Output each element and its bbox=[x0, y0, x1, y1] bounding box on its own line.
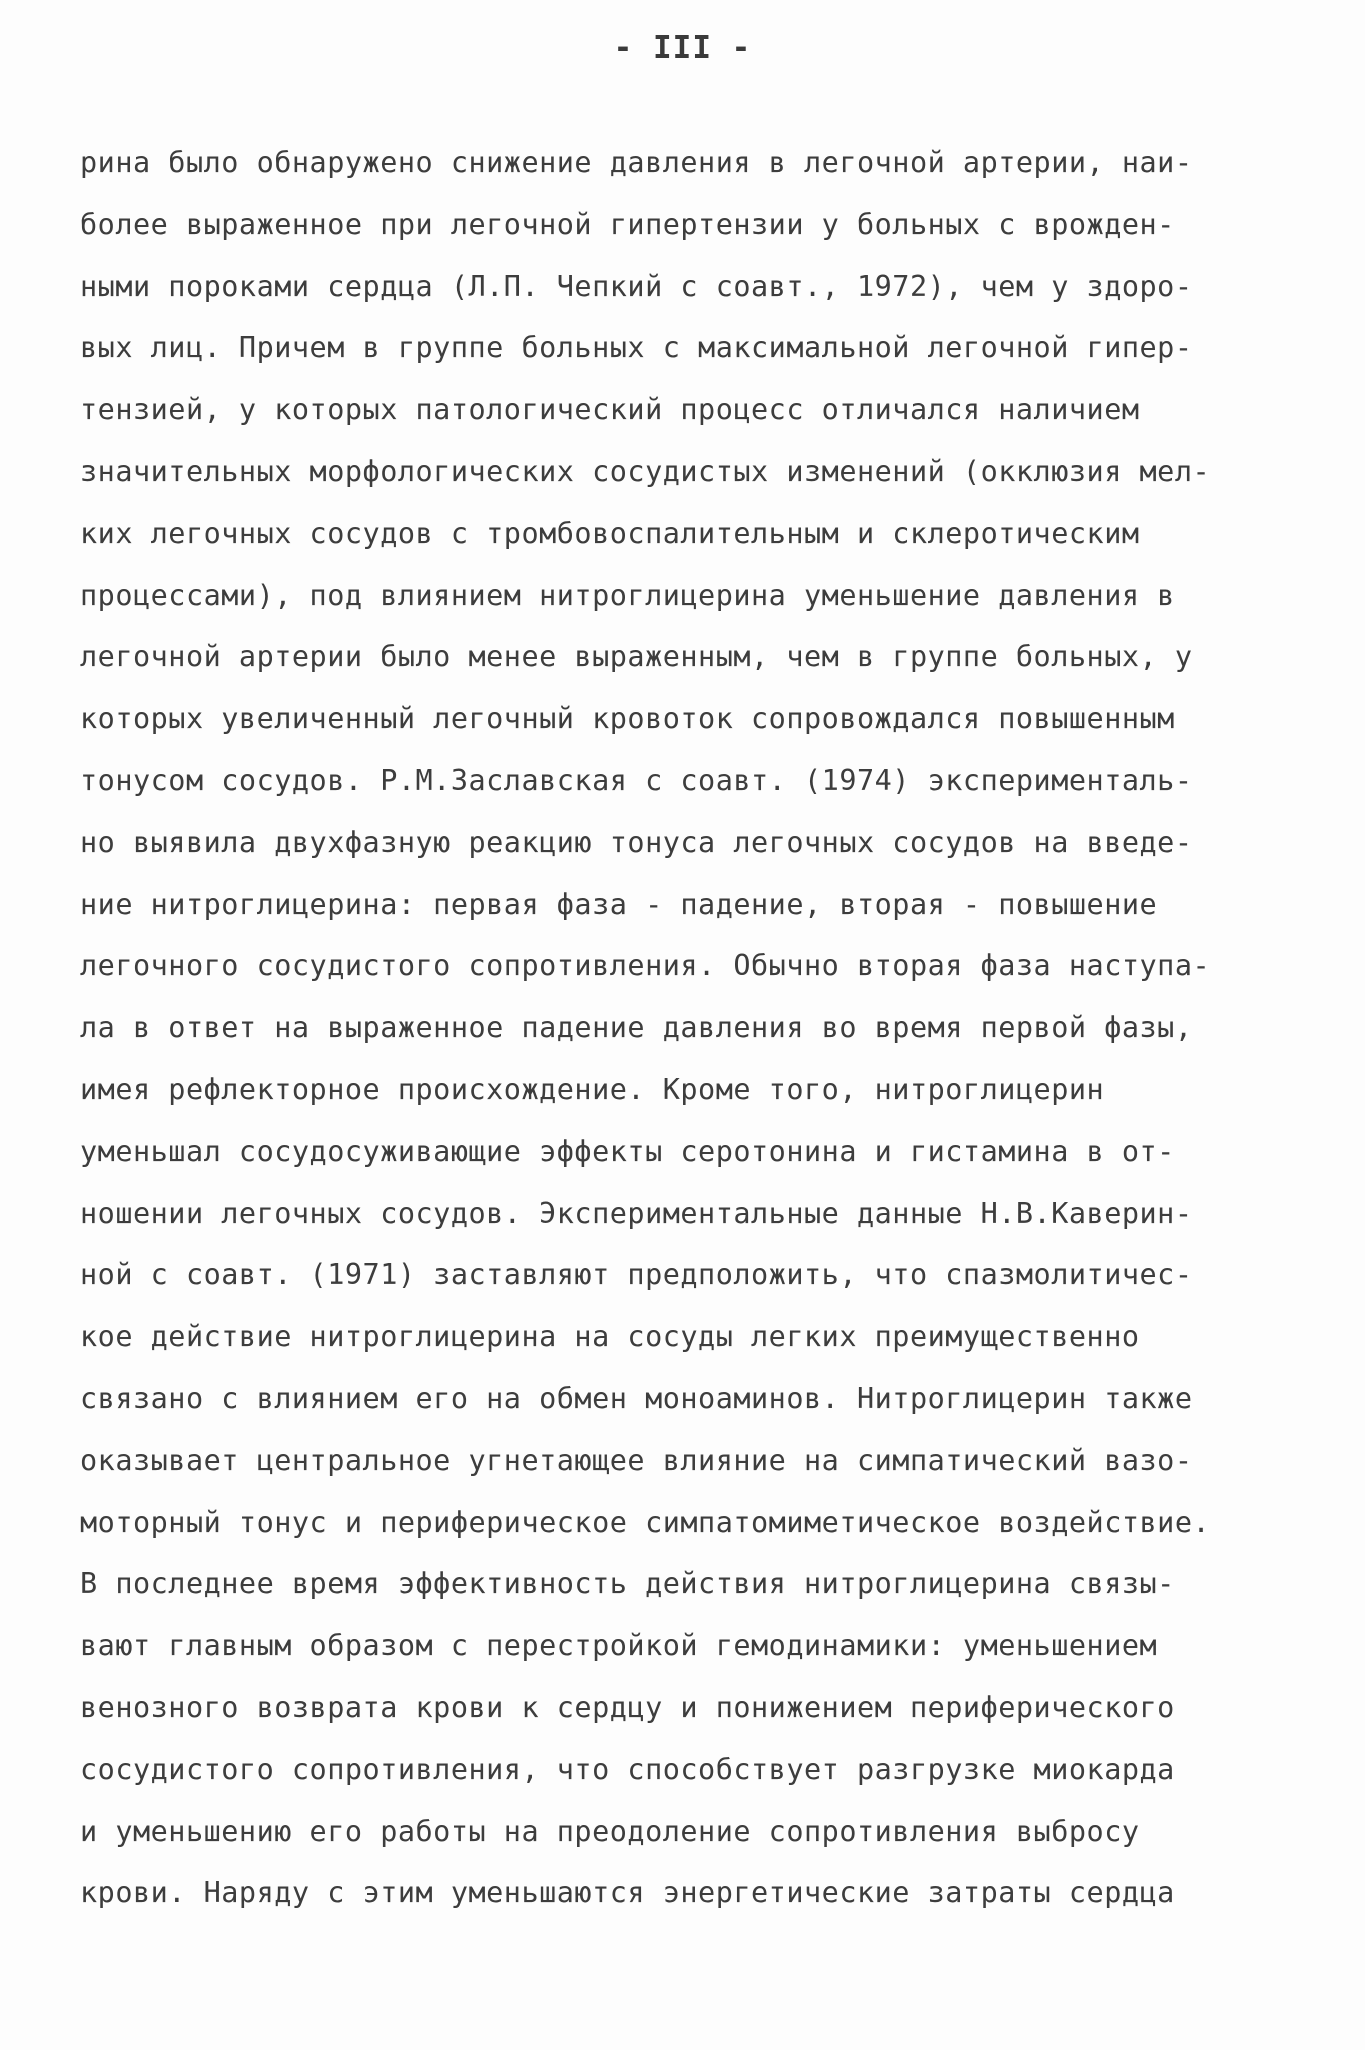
text-line: но выявила двухфазную реакцию тонуса легочных сосудов на введе- bbox=[80, 825, 1193, 859]
text-line: рина было обнаружено снижение давления в легочной артерии, наи- bbox=[80, 146, 1193, 179]
text-line: моторный тонус и периферическое симпатомиметическое воздействие. bbox=[80, 1505, 1211, 1539]
text-line: сосудистого сопротивления, что способствует разгрузке миокарда bbox=[80, 1752, 1175, 1786]
text-line: тензией, у которых патологический процесс отличался наличием bbox=[80, 393, 1140, 427]
text-line: В последнее время эффективность действия нитроглицерина связы- bbox=[80, 1567, 1175, 1601]
text-line: которых увеличенный легочный кровоток сопровождался повышенным bbox=[80, 702, 1175, 736]
text-line: имея рефлекторное происхождение. Кроме того, нитроглицерин bbox=[80, 1072, 1105, 1106]
text-line: связано с влиянием его на обмен моноаминов. Нитроглицерин также bbox=[80, 1381, 1193, 1415]
text-line: ние нитроглицерина: первая фаза - падение, вторая - повышение bbox=[80, 887, 1158, 921]
text-line: и уменьшению его работы на преодоление сопротивления выбросу bbox=[80, 1814, 1140, 1848]
text-line: венозного возврата крови к сердцу и понижением периферического bbox=[80, 1690, 1175, 1724]
text-line: уменьшал сосудосуживающие эффекты серотонина и гистамина в от- bbox=[80, 1134, 1175, 1168]
text-line: ной с соавт. (1971) заставляют предположить, что спазмолитичес- bbox=[80, 1258, 1193, 1292]
text-line: процессами), под влиянием нитроглицерина уменьшение давления в bbox=[80, 578, 1175, 612]
text-line: кое действие нитроглицерина на сосуды легких преимущественно bbox=[80, 1320, 1140, 1354]
page-number: - III - bbox=[613, 30, 752, 66]
text-line: оказывает центральное угнетающее влияние на симпатический вазо- bbox=[80, 1443, 1193, 1477]
text-line: более выраженное при легочной гипертензии у больных с врожден- bbox=[80, 207, 1175, 241]
text-line: вают главным образом с перестройкой гемодинамики: уменьшением bbox=[80, 1629, 1158, 1663]
text-line: легочной артерии было менее выраженным, чем в группе больных, у bbox=[80, 640, 1193, 674]
text-line: крови. Наряду с этим уменьшаются энергетические затраты сердца bbox=[80, 1876, 1175, 1910]
text-line: ношении легочных сосудов. Экспериментальные данные Н.В.Каверин- bbox=[80, 1196, 1193, 1230]
body-text bbox=[80, 132, 1310, 1924]
text-line: легочного сосудистого сопротивления. Обычно вторая фаза наступа- bbox=[80, 949, 1211, 983]
text-line: ла в ответ на выраженное падение давления во время первой фазы, bbox=[80, 1011, 1193, 1045]
text-line: вых лиц. Причем в группе больных с максимальной легочной гипер- bbox=[80, 331, 1193, 365]
text-line: тонусом сосудов. Р.М.Заславская с соавт. (1974) эксперименталь- bbox=[80, 763, 1193, 797]
text-line: ными пороками сердца (Л.П. Чепкий с соавт., 1972), чем у здоро- bbox=[80, 269, 1193, 303]
text-line: ких легочных сосудов с тромбовоспалительным и склеротическим bbox=[80, 516, 1140, 550]
text-line: значительных морфологических сосудистых изменений (окклюзия мел- bbox=[80, 454, 1211, 488]
